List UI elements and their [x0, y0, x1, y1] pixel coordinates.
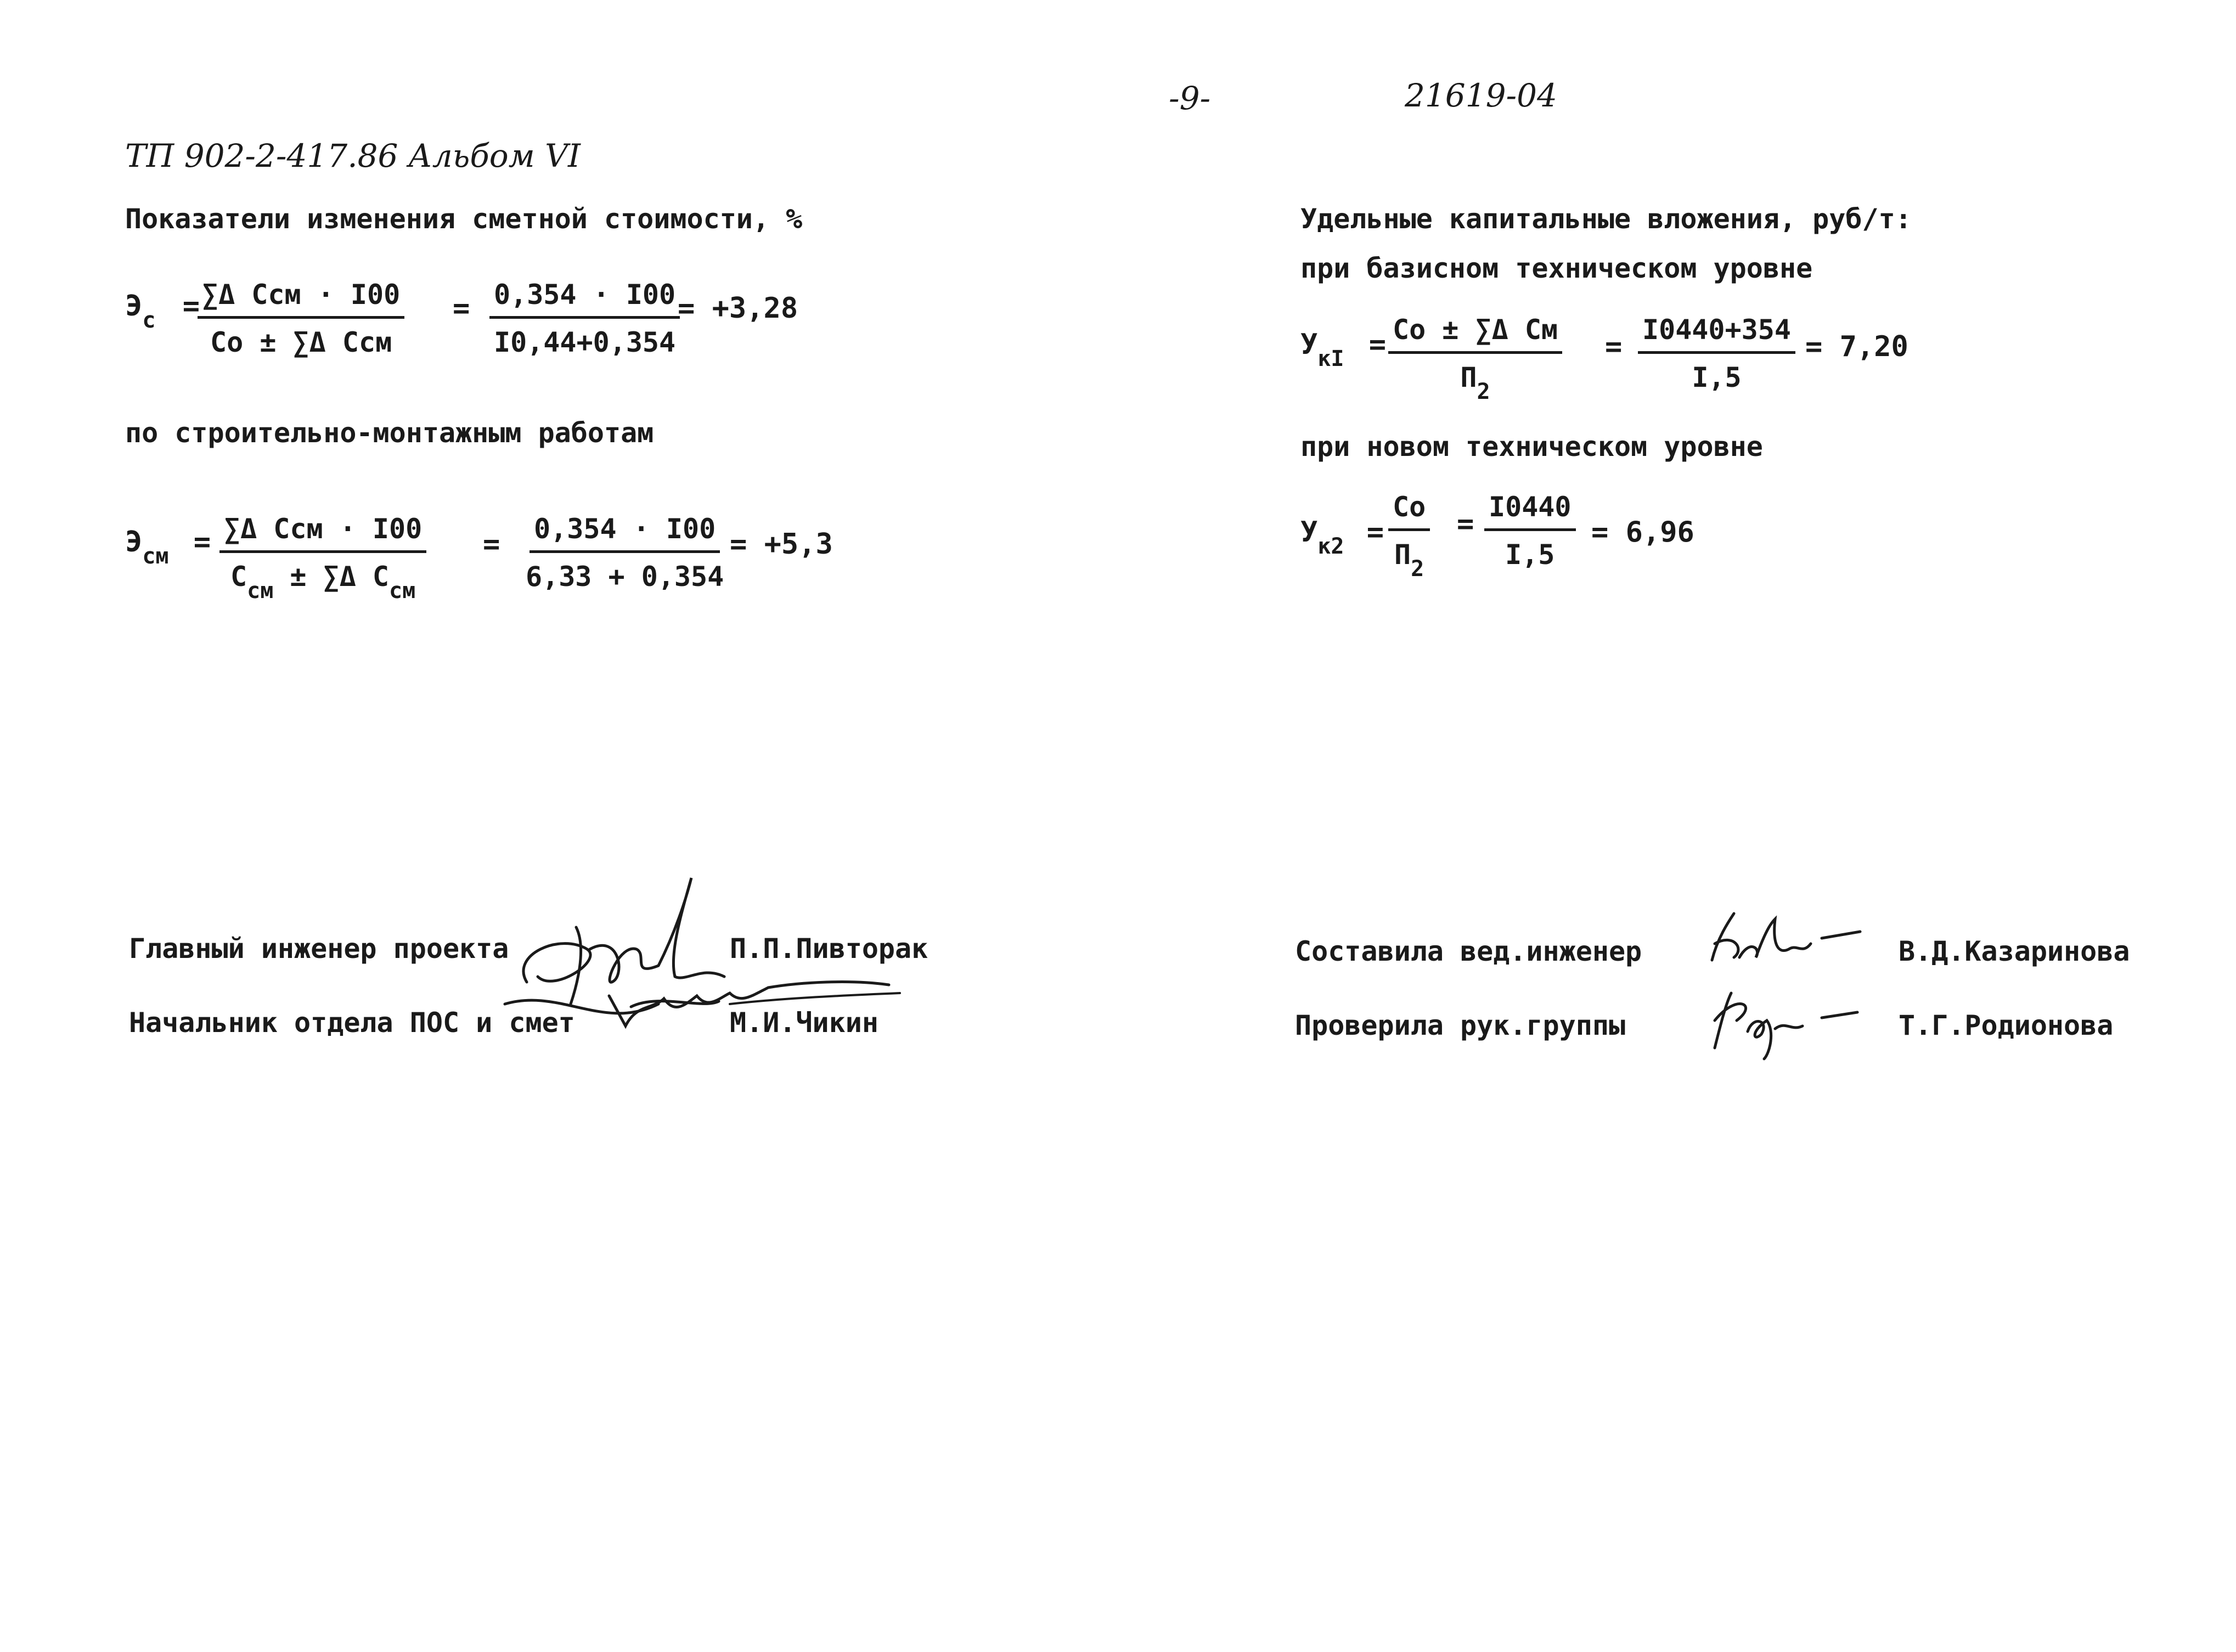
signature-role-lead-engineer: Составила вед.инженер — [1295, 935, 1642, 967]
eq2-fraction-symbolic: ∑Δ Ссм · I00 $С_{см} \pm \sum\Delta$ $С_{см}$ — [219, 513, 426, 604]
document-page: -9- 21619-04 ТП 902-2-417.86 Альбом VI Показатели изменения сметной стоимости, % $Э_с$ = ∑Δ Ссм · I00 Со ± ∑Δ Ссм = $\frac{0,354 \cdot I00}{I0,44+0,354}$ = +3,28 по строительно-монтажным работам $Э_{см}$ = ∑Δ Ссм · I00 $С_{см} \pm \sum\Delta$ $С_{см}$ = $\frac{0,354 \cdot I00}{6,33 + 0,354}$ = +5,3 Удельные капитальные вложения, руб/т: при базисном техническом уровне $У_{кI}$ = Со ± ∑Δ См $П_2$ = $\frac{I0440+354}{I,5}$ = 7,20 при новом техническом уровне $У_{к2}$ = Со $П_2$ = $\frac{I0440}{I,5}$ = 6,96 Главный инженер проекта П.П.Пивторак Начальник отдела ПОС и смет М.И.Чикин Составила вед.инженер В.Д.Казаринова Проверила рук.группы Т.Г.Родионова — [0, 0, 2236, 1652]
signature-role-department-head: Начальник отдела ПОС и смет — [129, 1007, 575, 1039]
eq3-fraction-symbolic: Со ± ∑Δ См $П_2$ — [1388, 314, 1562, 404]
eq3-fraction-numeric: $\frac{I0440+354}{I,5}$ — [1638, 314, 1795, 393]
eq4-result: = 6,96 — [1591, 516, 1694, 549]
eq1-result: = +3,28 — [678, 292, 798, 325]
eq1-fraction-symbolic: ∑Δ Ссм · I00 Со ± ∑Δ Ссм — [198, 279, 404, 358]
eq3-lhs: $У_{кI}$ = — [1300, 328, 1387, 371]
eq3-result: = 7,20 — [1805, 330, 1908, 363]
signature-name-lead-engineer: В.Д.Казаринова — [1899, 935, 2130, 967]
project-reference: ТП 902-2-417.86 Альбом VI — [125, 137, 581, 174]
unit-investment-title: Удельные капитальные вложения, руб/т: — [1300, 203, 1912, 235]
page-number: -9- — [1169, 80, 1211, 117]
handwritten-signature-kazarinova — [1701, 905, 1866, 977]
eq1-lhs: $Э_с$ = — [125, 290, 200, 333]
eq1-fraction-numeric: $\frac{0,354 \cdot I00}{I0,44+0,354}$ — [489, 279, 680, 358]
new-level-label: при новом техническом уровне — [1300, 431, 1763, 463]
eq2-result: = +5,3 — [730, 528, 833, 561]
eq2-lhs: $Э_{см}$ = — [125, 526, 211, 569]
signature-name-group-head: Т.Г.Родионова — [1899, 1010, 2114, 1041]
eq4-fraction-symbolic: Со $П_2$ — [1388, 491, 1430, 582]
signature-name-department-head: М.И.Чикин — [730, 1007, 878, 1039]
construction-works-subtitle: по строительно-монтажным работам — [125, 417, 654, 449]
eq4-lhs: $У_{к2}$ = — [1300, 516, 1384, 559]
handwritten-signature-rodionova — [1698, 982, 1874, 1064]
basic-level-label: при базисном техническом уровне — [1300, 252, 1813, 284]
handwritten-signature-chikin — [604, 944, 911, 1042]
cost-change-title: Показатели изменения сметной стоимости, % — [125, 203, 803, 235]
signature-role-chief-engineer: Главный инженер проекта — [129, 933, 509, 965]
signature-role-group-head: Проверила рук.группы — [1295, 1010, 1626, 1041]
signature-name-chief-engineer: П.П.Пивторак — [730, 933, 928, 965]
eq2-fraction-numeric: $\frac{0,354 \cdot I00}{6,33 + 0,354}$ — [526, 513, 724, 593]
eq4-fraction-numeric: $\frac{I0440}{I,5}$ — [1484, 491, 1576, 571]
document-code: 21619-04 — [1405, 77, 1557, 114]
